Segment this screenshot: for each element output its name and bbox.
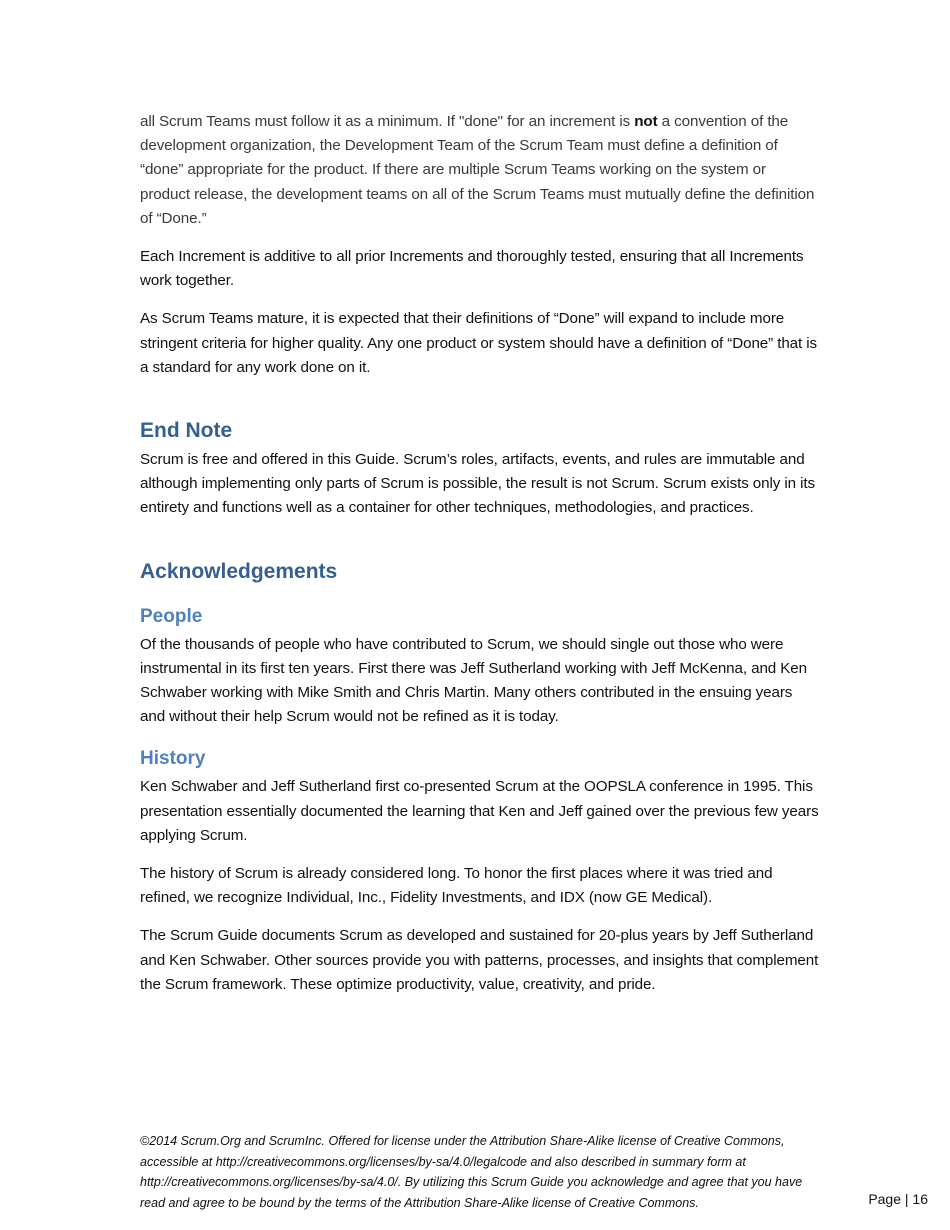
intro-paragraph-3: As Scrum Teams mature, it is expected that their definitions of “Done” will expand to include more stringent criteria for higher quality. Any one product or system should have a definition of “Done” that is a standard for any work done on it. bbox=[140, 310, 818, 376]
intro-p1-text-end: a convention of the development organization, the Development Team of the Scrum Team must define a definition of “done” appropriate for the product. If there are multiple Scrum Teams working on the system or product release, the development teams on all of the Scrum Teams must mutually define the definition of “Done.” bbox=[140, 113, 815, 227]
people-paragraph: Of the thousands of people who have contributed to Scrum, we should single out those who were instrumental in its first ten years. First there was Jeff Sutherland working with Jeff McKenna, and Ken Schwaber working with Mike Smith and Chris Martin. Many others contributed in the ensuing years and without their help Scrum would not be refined as it is today. bbox=[140, 635, 807, 726]
page-number: Page | 16 bbox=[868, 1191, 928, 1207]
page-content bbox=[140, 110, 820, 1011]
people-heading: People bbox=[140, 605, 203, 627]
end-note-heading: End Note bbox=[140, 419, 233, 443]
history-heading: History bbox=[140, 748, 206, 770]
intro-paragraph-2: Each Increment is additive to all prior Increments and thoroughly tested, ensuring that all Increments work together. bbox=[140, 248, 804, 290]
history-paragraph-3: The Scrum Guide documents Scrum as developed and sustained for 20-plus years by Jeff Sutherland and Ken Schwaber. Other sources provide you with patterns, processes, and insights that complement the Scrum framework. These optimize productivity, value, creativity, and pride. bbox=[140, 927, 819, 993]
end-note-paragraph: Scrum is free and offered in this Guide. Scrum’s roles, artifacts, events, and rules are immutable and although implementing only parts of Scrum is possible, the result is not Scrum. Scrum exists only in its entirety and functions well as a container for other techniques, methodologies, and practices. bbox=[140, 451, 816, 517]
intro-p1-text-start: all Scrum Teams must follow it as a minimum. If "done" for an increment is bbox=[140, 113, 635, 130]
history-paragraph-1: Ken Schwaber and Jeff Sutherland first co-presented Scrum at the OOPSLA conference in 1995. This presentation essentially documented the learning that Ken and Jeff gained over the previous few years applying Scrum. bbox=[140, 778, 819, 844]
acknowledgements-heading: Acknowledgements bbox=[140, 559, 338, 583]
history-paragraph-2: The history of Scrum is already considered long. To honor the first places where it was tried and refined, we recognize Individual, Inc., Fidelity Investments, and IDX (now GE Medical). bbox=[140, 865, 773, 907]
intro-paragraph-1 bbox=[140, 110, 820, 231]
license-footer: ©2014 Scrum.Org and ScrumInc. Offered for license under the Attribution Share-Alike license of Creative Commons, accessible at http://creativecommons.org/licenses/by-sa/4.0/legalcode and also described in summary form at http://creativecommons.org/licenses/by-sa/4.0/. By utilizing this Scrum Guide you acknowledge and agree that you have read and agree to be bound by the terms of the Attribution Share-Alike license of Creative Commons. bbox=[140, 1134, 803, 1210]
intro-p1-bold-word: not bbox=[634, 113, 658, 130]
